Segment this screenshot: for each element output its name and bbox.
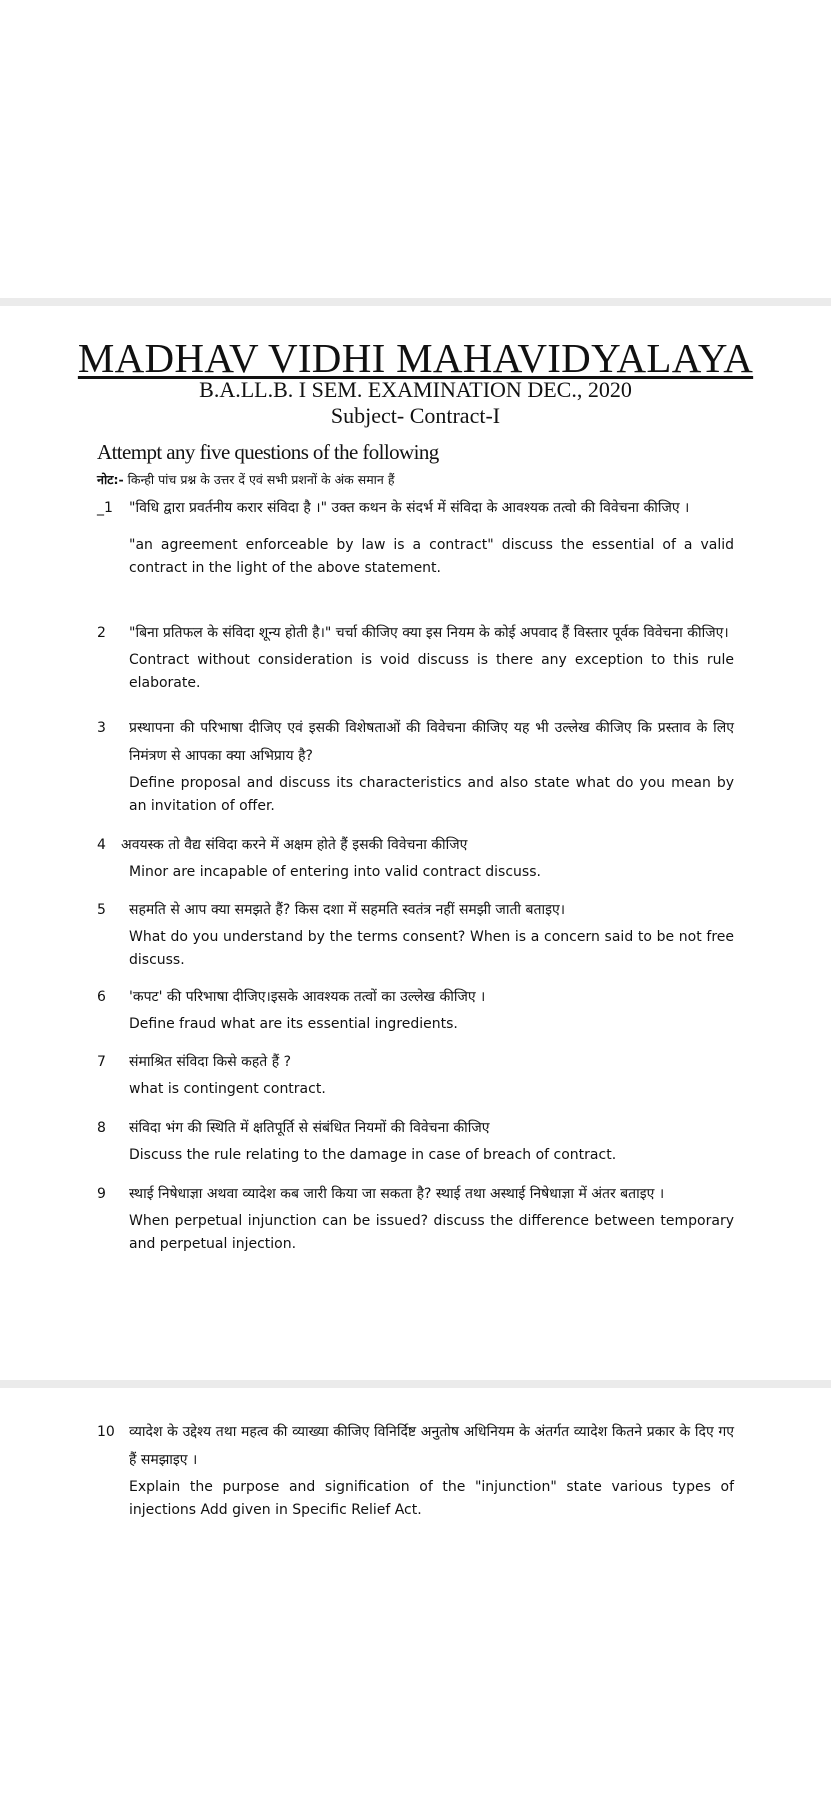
question-hindi: 'कपट' की परिभाषा दीजिए।इसके आवश्यक तत्वों का उल्लेख कीजिए । <box>129 989 486 1005</box>
question-english: Discuss the rule relating to the damage in case of breach of contract. <box>129 1147 617 1163</box>
question-1 <box>97 494 734 580</box>
question-hindi: सहमति से आप क्या समझते हैं? किस दशा में सहमति स्वतंत्र नहीं समझी जाती बताइए। <box>129 902 566 918</box>
page-separator-top <box>0 298 831 306</box>
question-english: "an agreement enforceable by law is a contract" discuss the essential of a valid contract in the light of the above statement. <box>129 537 734 576</box>
question-number: 3 <box>97 720 106 736</box>
question-hindi: "बिना प्रतिफल के संविदा शून्य होती है।" चर्चा कीजिए क्या इस नियम के कोई अपवाद हैं विस्तार पूर्वक विवेचना कीजिए। <box>129 625 729 641</box>
question-english: What do you understand by the terms consent? When is a concern said to be not free discuss. <box>129 929 734 968</box>
question-hindi: प्रस्थापना की परिभाषा दीजिए एवं इसकी विशेषताओं की विवेचना कीजिए यह भी उल्लेख कीजिए कि प्रस्ताव के लिए निमंत्रण से आपका क्या अभिप्राय है? <box>129 720 734 764</box>
question-number: 4 <box>97 837 106 853</box>
question-hindi: व्यादेश के उद्देश्य तथा महत्व की व्याख्या कीजिए विनिर्दिष्ट अनुतोष अधिनियम के अंतर्गत व्यादेश कितने प्रकार के दिए गए हैं समझाइए । <box>129 1424 734 1468</box>
page-separator-bottom <box>0 1380 831 1388</box>
question-english: what is contingent contract. <box>129 1081 326 1097</box>
note <box>97 471 394 488</box>
question-number: 9 <box>97 1186 106 1202</box>
question-10 <box>97 1418 734 1522</box>
question-4 <box>97 831 734 884</box>
question-number: 10 <box>97 1424 115 1440</box>
note-label: नोट:- <box>97 472 124 487</box>
question-number: 2 <box>97 625 106 641</box>
college-title: MADHAV VIDHI MAHAVIDYALAYA <box>77 335 754 381</box>
question-hindi: "विधि द्वारा प्रवर्तनीय करार संविदा है ।" उक्त कथन के संदर्भ में संविदा के आवश्यक तत्वो की विवेचना कीजिए । <box>129 500 690 516</box>
question-5 <box>97 896 734 972</box>
question-english: Minor are incapable of entering into valid contract discuss. <box>129 864 541 880</box>
subject-title: Subject- Contract-I <box>330 403 501 428</box>
question-8 <box>97 1114 734 1167</box>
note-text: किन्ही पांच प्रश्न के उत्तर दें एवं सभी प्रशनों के अंक समान हैं <box>123 472 395 487</box>
question-2 <box>97 619 734 695</box>
question-hindi: संविदा भंग की स्थिति में क्षतिपूर्ति से संबंधित नियमों की विवेचना कीजिए <box>129 1120 490 1136</box>
question-7 <box>97 1048 734 1101</box>
question-number: 7 <box>97 1054 106 1070</box>
question-6 <box>97 983 734 1036</box>
instruction: Attempt any five questions of the following <box>97 440 439 464</box>
question-hindi: स्थाई निषेधाज्ञा अथवा व्यादेश कब जारी किया जा सकता है? स्थाई तथा अस्थाई निषेधाज्ञा में अंतर बताइए । <box>129 1186 665 1202</box>
question-3 <box>97 714 734 818</box>
question-number: 5 <box>97 902 106 918</box>
question-english: When perpetual injunction can be issued? discuss the difference between temporary and perpetual injection. <box>129 1213 734 1252</box>
exam-title: B.A.LL.B. I SEM. EXAMINATION DEC., 2020 <box>199 377 632 402</box>
question-english: Define proposal and discuss its characteristics and also state what do you mean by an invitation of offer. <box>129 775 734 814</box>
question-9 <box>97 1180 734 1256</box>
question-hindi: संमाश्रित संविदा किसे कहते हैं ? <box>129 1054 292 1070</box>
question-number: _1 <box>97 500 113 516</box>
question-english: Explain the purpose and signification of the "injunction" state various types of injections Add given in Specific Relief Act. <box>129 1479 734 1518</box>
question-english: Contract without consideration is void discuss is there any exception to this rule elaborate. <box>129 652 734 691</box>
question-hindi: अवयस्क तो वैद्य संविदा करने में अक्षम होते हैं इसकी विवेचना कीजिए <box>121 837 468 853</box>
question-english: Define fraud what are its essential ingredients. <box>129 1016 458 1032</box>
question-number: 8 <box>97 1120 106 1136</box>
question-number: 6 <box>97 989 106 1005</box>
